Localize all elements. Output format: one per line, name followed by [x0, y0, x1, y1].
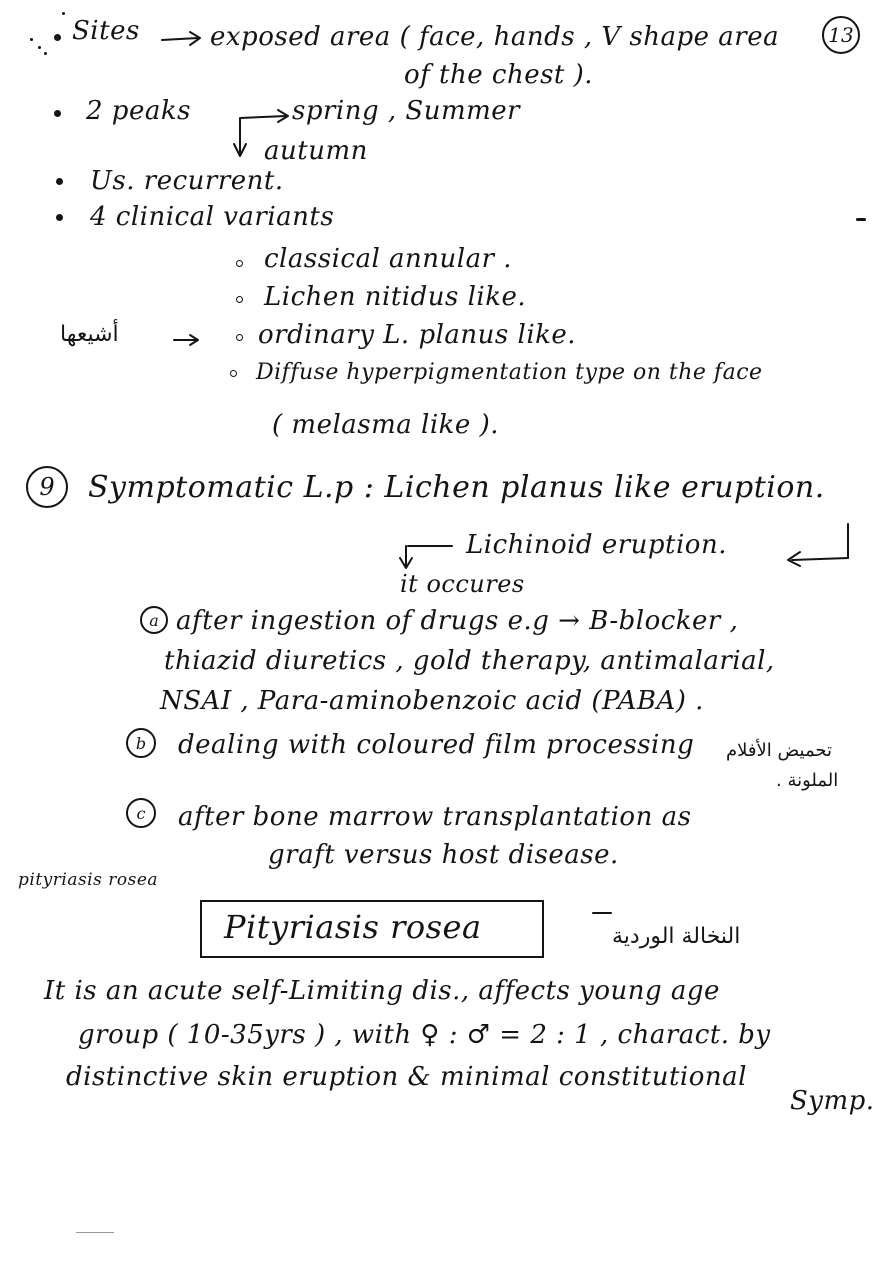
pityriasis-body-line1: It is an acute self-Limiting dis., affects young age — [44, 976, 720, 1006]
ink-speck — [62, 12, 65, 15]
ink-speck — [38, 46, 41, 49]
arabic-note: أشيعها — [60, 322, 119, 347]
item-b-arabic-cont: الملونة . — [776, 770, 839, 791]
item-b-arabic: تحميض الأفلام — [726, 740, 832, 761]
item-marker-text: a — [149, 610, 159, 630]
peaks-autumn: autumn — [264, 136, 368, 166]
item-marker — [140, 606, 168, 634]
ink-speck — [30, 38, 33, 41]
bullet-icon — [56, 214, 63, 221]
item-marker-text: b — [135, 733, 147, 753]
margin-note: pityriasis rosea — [18, 870, 159, 890]
item-c-line2: graft versus host disease. — [268, 840, 619, 870]
variant-diffuse: Diffuse hyperpigmentation type on the face — [256, 360, 763, 385]
lichinoid-label: Lichinoid eruption. — [466, 530, 727, 560]
bullet-icon — [236, 296, 243, 303]
sites-text: exposed area ( face, hands , V shape area — [210, 22, 780, 52]
pityriasis-body-line2: group ( 10-35yrs ) , with ♀ : ♂ = 2 : 1 , charact. by — [78, 1020, 771, 1050]
item-marker — [126, 798, 156, 828]
pityriasis-title: Pityriasis rosea — [224, 908, 482, 946]
ink-speck — [856, 218, 866, 221]
variant-diffuse-continued: ( melasma like ). — [272, 410, 499, 440]
page-number — [822, 16, 860, 54]
bullet-icon — [230, 370, 237, 377]
bullet-icon — [236, 334, 243, 341]
pityriasis-body-end: Symp. — [790, 1086, 875, 1116]
arrow-right-icon — [160, 28, 204, 48]
item-a-line1: after ingestion of drugs e.g → B-blocker , — [176, 606, 739, 636]
section-number-text: 9 — [39, 473, 55, 501]
variants-heading: 4 clinical variants — [90, 202, 335, 232]
variant-lichen-nitidus: Lichen nitidus like. — [264, 282, 527, 312]
peaks-spring-summer: spring , Summer — [292, 96, 521, 126]
sites-label: Sites — [72, 16, 140, 46]
ink-speck — [44, 52, 47, 55]
item-a-line2: thiazid diuretics , gold therapy, antimalarial, — [164, 646, 775, 676]
arabic-title: النخالة الوردية — [612, 924, 741, 949]
sites-continued: of the chest ). — [404, 60, 594, 90]
variant-ordinary: ordinary L. planus like. — [258, 320, 577, 350]
section-number — [26, 466, 68, 508]
recurrent-text: Us. recurrent. — [90, 166, 284, 196]
bullet-icon — [236, 260, 243, 267]
item-marker — [126, 728, 156, 758]
section9-heading: Symptomatic L.p : Lichen planus like eruption. — [88, 470, 825, 505]
occures-label: it occures — [400, 570, 525, 598]
item-c-line1: after bone marrow transplantation as — [178, 802, 692, 832]
bullet-icon — [54, 34, 61, 41]
item-b-line: dealing with coloured film processing — [178, 730, 695, 760]
arrow-right-icon — [172, 332, 202, 348]
divider — [76, 1232, 114, 1233]
bracket-arrow-icon — [782, 520, 854, 568]
bullet-icon — [56, 178, 63, 185]
page-number-text: 13 — [828, 23, 854, 47]
variant-classical: classical annular . — [264, 244, 513, 274]
peaks-label: 2 peaks — [86, 96, 191, 126]
bullet-icon — [54, 110, 61, 117]
dash-mark — [592, 912, 612, 914]
item-a-line3: NSAI , Para-aminobenzoic acid (PABA) . — [160, 686, 704, 716]
item-marker-text: c — [136, 803, 146, 823]
pityriasis-body-line3: distinctive skin eruption & minimal constitutional — [66, 1062, 747, 1092]
